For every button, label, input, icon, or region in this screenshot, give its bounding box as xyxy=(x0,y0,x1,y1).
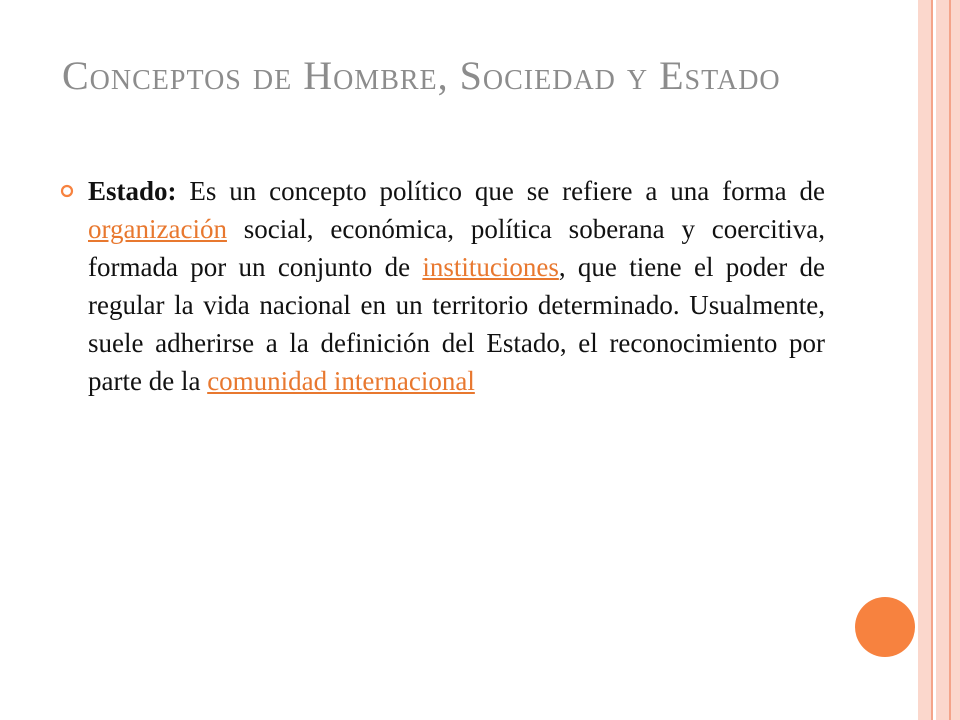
bullet-item xyxy=(60,172,825,400)
text-segment: , que tiene el poder de regular la vida nacional en un territorio determinado. Usualmente, suele adherirse a la definición del Estado, el reconocimiento por parte de la xyxy=(88,252,825,396)
accent-circle xyxy=(855,597,915,657)
term-label: Estado: xyxy=(88,176,177,206)
decorative-stripe xyxy=(951,0,960,720)
link-organizacion[interactable]: organización xyxy=(88,214,227,244)
text-segment: Es un concepto político que se refiere a una forma de xyxy=(176,176,825,206)
bullet-text xyxy=(88,172,825,400)
slide-title: Conceptos de Hombre, Sociedad y Estado xyxy=(62,53,781,98)
decorative-stripe xyxy=(936,0,949,720)
bullet-icon xyxy=(60,184,74,198)
link-comunidad-internacional[interactable]: comunidad internacional xyxy=(207,366,475,396)
text-segment: social, económica, política soberana y coercitiva, formada por un conjunto de xyxy=(88,214,825,282)
link-instituciones[interactable]: instituciones xyxy=(422,252,559,282)
content-area xyxy=(60,172,825,400)
decorative-stripe xyxy=(918,0,931,720)
